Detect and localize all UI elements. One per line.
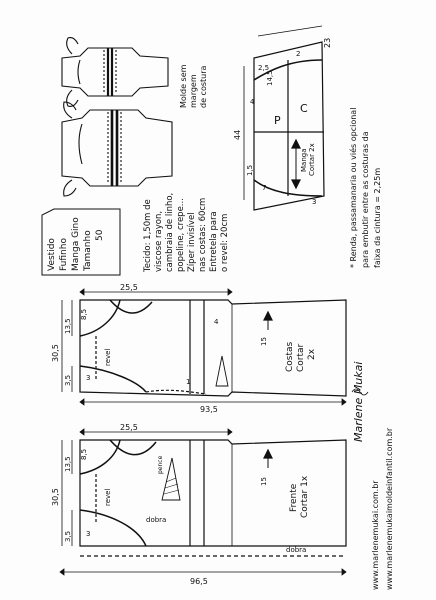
website-2: www.marlenemukaimoldeinfantil.com.br (385, 427, 394, 590)
title-line4: Tamanho (83, 230, 93, 271)
sleeve-dim-14: 14,5 (266, 70, 274, 86)
front-dim-135: 13,5 (64, 456, 72, 472)
back-dim-15: 15 (260, 337, 268, 346)
signature: Marlene Mukai (352, 361, 365, 442)
sleeve-dim-top: 23 (323, 37, 332, 48)
front-labels (51, 423, 310, 586)
title-line3: Manga Gino (71, 217, 81, 271)
sleeve-title-2: margem (189, 74, 198, 108)
dress-illustration-bottom (62, 102, 172, 196)
front-label-1: Frente (289, 483, 299, 512)
back-pattern (80, 300, 346, 396)
back-dim-4: 4 (214, 318, 219, 326)
sleeve-dim-3: 3 (312, 198, 317, 206)
back-dim-35: 3,5 (64, 374, 72, 386)
front-revel: revel (104, 488, 112, 506)
sleeve-label-c: C (300, 102, 308, 115)
back-dim-3: 3 (86, 374, 91, 382)
back-dim-935: 93,5 (200, 405, 218, 414)
front-dim-85: 8,5 (80, 448, 88, 460)
title-size: 50 (95, 229, 105, 241)
back-label-3: 2x (307, 348, 317, 360)
fabric-line4: popeline, crepe... (176, 198, 186, 272)
sleeve-label-manga: Manga (300, 148, 308, 172)
fabric-line3: cambraia de linho, (165, 192, 175, 272)
back-label-1: Costas (285, 341, 295, 372)
note-line2: para embutir entre as costuras da (361, 131, 370, 268)
title-line1: Vestido (47, 238, 57, 271)
title-block (42, 209, 120, 275)
fabric-line5: Zíper invisível (187, 212, 197, 272)
fabric-line7: Entretela para (209, 211, 219, 272)
fabric-line2: viscose rayon, (154, 210, 164, 272)
website-1: www.marlenemukai.com.br (371, 480, 380, 590)
front-dim-35: 3,5 (64, 530, 72, 542)
sleeve-pattern (244, 26, 324, 210)
sleeve-dim-7: 7 (262, 184, 267, 192)
back-label-2: Cortar (296, 343, 306, 372)
website-block (371, 427, 394, 590)
back-dim-width: 25,5 (120, 283, 138, 292)
back-dim-135: 13,5 (64, 318, 72, 334)
fabric-line8: o revel: 20cm (220, 213, 230, 272)
back-dim-1: 1 (186, 378, 191, 386)
sleeve-dim-height: 44 (233, 129, 242, 140)
back-dim-85: 8,5 (80, 308, 88, 320)
front-dim-3: 3 (86, 530, 91, 538)
front-dim-965: 96,5 (190, 577, 208, 586)
sleeve-dim-25: 2,5 (258, 64, 270, 72)
note-line3: faixa da cintura = 2,25m (373, 167, 382, 268)
back-revel: revel (104, 348, 112, 366)
sleeve-title (179, 64, 208, 108)
front-dim-305: 30,5 (51, 488, 60, 506)
title-line2: Fufinho (59, 238, 69, 271)
front-dobra-1: dobra (146, 516, 167, 524)
fabric-notes (143, 193, 230, 273)
lace-note (348, 108, 382, 268)
sleeve-dim-2: 2 (296, 50, 301, 58)
front-dim-width: 25,5 (120, 423, 138, 432)
back-dim-305: 30,5 (51, 344, 60, 362)
sleeve-title-1: Molde sem (179, 64, 188, 108)
signature-block (352, 362, 368, 442)
fabric-line1: Tecido: 1,50m de (143, 199, 153, 272)
front-pence: pence (157, 455, 164, 474)
front-dobra-2: dobra (286, 546, 307, 554)
dress-illustration-top (62, 38, 168, 107)
sleeve-title-3: de costura (199, 65, 208, 108)
sleeve-dim-15: 1,5 (246, 164, 254, 176)
sleeve-label-p: P (274, 114, 281, 127)
front-dim-15: 15 (260, 477, 268, 486)
fabric-line6: nas costas: 60cm (198, 197, 208, 272)
sleeve-label-cortar: Cortar 2x (308, 143, 316, 176)
sleeve-dim-4: 4 (250, 98, 255, 106)
note-line1: * Renda, passamanaria ou viés opcional (349, 107, 358, 268)
front-label-2: Cortar 1x (300, 475, 310, 518)
sleeve-labels (233, 38, 332, 206)
